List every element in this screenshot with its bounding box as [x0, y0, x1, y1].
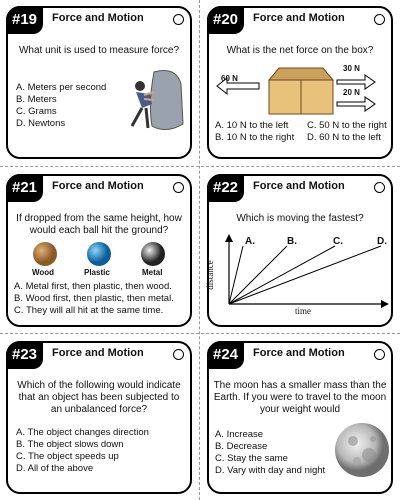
answer-list: [16, 82, 106, 130]
answer-b: B. The object slows down: [16, 439, 124, 450]
card-number: #19: [6, 6, 43, 34]
punch-hole: [173, 14, 184, 25]
wood-ball: [33, 242, 57, 266]
answer-c: C. 50 N to the right: [307, 120, 387, 131]
plastic-ball: [87, 242, 111, 266]
task-card-19: [6, 6, 192, 159]
line-b: [229, 246, 287, 304]
card-number: #24: [207, 341, 244, 369]
task-card-22: [204, 174, 393, 327]
x-axis-label: time: [295, 306, 311, 316]
force-label-right-top: 30 N: [343, 64, 360, 73]
card-title: Force and Motion: [52, 180, 144, 192]
horizontal-cut-line: [0, 166, 400, 167]
line-label-a: A.: [245, 236, 255, 247]
answer-col-right: [307, 120, 387, 144]
metal-ball: [141, 242, 165, 266]
line-label-d: D.: [377, 236, 387, 247]
force-label-left: 60 N: [221, 74, 238, 83]
card-number: #22: [207, 174, 244, 202]
task-card-24: [207, 341, 393, 494]
answer-a: A. Metal first, then plastic, then wood.: [14, 281, 172, 292]
ball-label-metal: Metal: [142, 268, 163, 277]
person-pushing-rock-illustration: [126, 64, 186, 136]
answer-a: A. The object changes direction: [16, 427, 149, 438]
answer-d: D. All of the above: [16, 463, 94, 474]
box-force-diagram: [213, 60, 391, 116]
ball-label-plastic: Plastic: [84, 268, 110, 277]
card-title: Force and Motion: [253, 180, 345, 192]
answer-b: B. 10 N to the right: [215, 132, 295, 143]
card-number: #23: [6, 341, 43, 369]
question-text: If dropped from the same height, how would each ball hit the ground?: [16, 213, 182, 236]
answer-a: A. Meters per second: [16, 82, 107, 93]
x-axis-arrow: [381, 300, 389, 308]
answer-b: B. Wood first, then plastic, then metal.: [14, 293, 174, 304]
question-text: What unit is used to measure force?: [18, 45, 180, 56]
y-axis-arrow: [225, 234, 233, 242]
task-card-20: [207, 6, 393, 159]
y-axis-label: distance: [204, 260, 215, 290]
answer-col-left: [215, 120, 294, 144]
card-title: Force and Motion: [52, 347, 144, 359]
answer-list: [16, 427, 149, 475]
answer-b: B. Decrease: [215, 441, 268, 452]
answer-a: A. 10 N to the left: [215, 120, 289, 131]
line-label-b: B.: [287, 236, 297, 247]
moon-illustration: [333, 421, 391, 479]
line-label-c: C.: [333, 236, 343, 247]
ball-label-wood: Wood: [32, 268, 55, 277]
line-d: [229, 246, 381, 304]
question-text: The moon has a smaller mass than the Earth. If you were to travel to the moon your weight would: [213, 380, 387, 415]
answer-b: B. Meters: [16, 94, 57, 105]
task-card-21: [6, 174, 192, 327]
balls-illustration: [8, 240, 194, 268]
question-text: Which of the following would indicate that an object has been subjected to an unbalanced force?: [17, 380, 181, 415]
punch-hole: [374, 349, 385, 360]
question-text: Which is moving the fastest?: [236, 213, 364, 224]
answer-c: C. The object speeds up: [16, 451, 119, 462]
card-title: Force and Motion: [52, 12, 144, 24]
card-number: #20: [207, 6, 244, 34]
card-title: Force and Motion: [253, 12, 345, 24]
answer-list: [14, 281, 174, 317]
vertical-cut-line: [199, 0, 200, 500]
punch-hole: [374, 182, 385, 193]
punch-hole: [374, 14, 385, 25]
punch-hole: [173, 349, 184, 360]
answer-d: D. 60 N to the left: [307, 132, 381, 143]
question-text: What is the net force on the box?: [226, 45, 374, 56]
answer-c: C. They will all hit at the same time.: [14, 305, 164, 316]
answer-c: C. Grams: [16, 106, 57, 117]
punch-hole: [173, 182, 184, 193]
answer-a: A. Increase: [215, 429, 264, 440]
answer-c: C. Stay the same: [215, 453, 288, 464]
answer-d: D. Vary with day and night: [215, 465, 326, 476]
answer-d: D. Newtons: [16, 118, 66, 129]
force-label-right-bottom: 20 N: [343, 88, 360, 97]
card-title: Force and Motion: [253, 347, 345, 359]
task-card-23: [6, 341, 192, 494]
answer-list: [215, 429, 325, 477]
line-c: [229, 246, 335, 304]
horizontal-cut-line: [0, 333, 400, 334]
line-a: [229, 246, 243, 304]
card-number: #21: [6, 174, 43, 202]
